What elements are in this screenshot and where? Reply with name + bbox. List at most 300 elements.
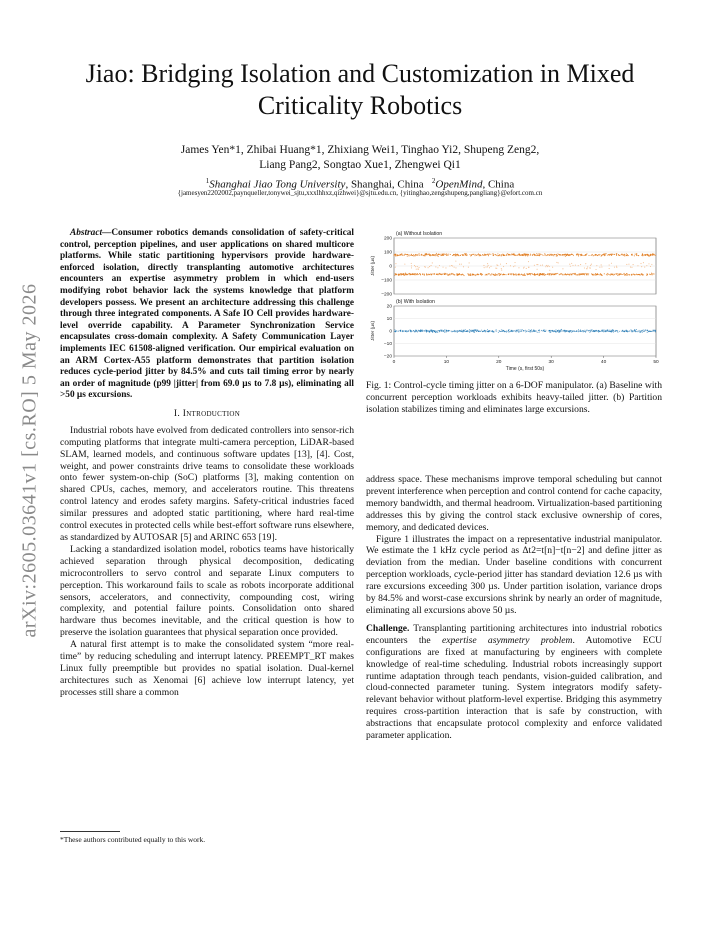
challenge-text-1: Transplanting partitioning architectures into industrial robotics encounters the [366,622,662,646]
data-point [487,274,488,275]
intro-paragraph-2: Lacking a standardized isolation model, robotics teams have historically achieved separation through physical decomposition, dedicating microcontrollers to servo control and separate Linux computers to perception. This workaround fails to scale as robots incorporate additional sensors, accelerators, and connectivity, compounding cost, wiring complexity, and potential failure points. Consolidation onto shared hardware thus becomes inevitable, and the critical question is how to preserve the isolation guarantees that physical separation once provided. [60,543,354,639]
challenge-paragraph [366,623,662,742]
data-point [509,331,510,332]
data-point [421,330,422,331]
data-point [505,331,506,332]
data-point [580,264,581,265]
data-point [478,253,479,254]
data-point [464,330,465,331]
data-point [483,331,484,332]
data-point [516,330,517,331]
data-point [463,331,464,332]
data-point [580,329,581,330]
data-point [440,329,441,330]
data-point [438,274,439,275]
data-point [645,329,646,330]
data-point [441,330,442,331]
data-point [565,274,566,275]
data-point [471,255,472,256]
data-point [483,265,484,266]
data-point [432,330,433,331]
data-point [570,330,571,331]
data-point [586,330,587,331]
data-point [394,254,395,255]
affiliation-2-location: , China [482,178,515,191]
data-point [417,255,418,256]
data-point [548,265,549,266]
data-point [617,275,618,276]
data-point [413,331,414,332]
data-point [412,274,413,275]
data-point [452,255,453,256]
affiliation-2: OpenMind [435,178,483,191]
data-point [598,332,599,333]
data-point [401,253,402,254]
data-point [604,273,605,274]
intro-paragraph-1: Industrial robots have evolved from dedicated controllers into sensor-rich computing platforms that integrate multi-camera perception, LiDAR-based SLAM, learned models, and continuous software updates [13], [4]. Cost, weight, and power constraints drive teams to consolidate these workloads onto fewer system-on-chip (SoC) platforms [3], making contention on shared CPUs, caches, memory, and accelerators routine. This threatens control latency and erodes safety margins. Safety-critical industries faced similar pressures and adopted static partitioning, where hard real-time control executes in protected cells while best-effort software runs elsewhere, as standardized by AUTOSAR [5] and ARINC 653 [19]. [60,424,354,543]
data-point [495,273,496,274]
data-point [591,264,592,265]
data-point [545,330,546,331]
data-point [650,331,651,332]
data-point [533,329,534,330]
data-point [489,254,490,255]
data-point [501,331,502,332]
data-point [595,275,596,276]
data-point [518,332,519,333]
data-point [420,329,421,330]
data-point [595,331,596,332]
data-point [445,331,446,332]
data-point [425,255,426,256]
data-point [610,254,611,255]
data-point [465,331,466,332]
data-point [446,331,447,332]
data-point [474,332,475,333]
data-point [566,330,567,331]
data-point [429,254,430,255]
data-point [557,330,558,331]
data-point [552,254,553,255]
data-point [525,275,526,276]
data-point [435,254,436,255]
data-point [419,253,420,254]
data-point [463,266,464,267]
data-point [496,331,497,332]
data-point [519,274,520,275]
data-point [531,329,532,330]
data-point [624,254,625,255]
data-point [422,274,423,275]
data-point [475,254,476,255]
data-point [488,274,489,275]
data-point [506,263,507,264]
data-point [444,274,445,275]
data-point [429,331,430,332]
data-point [472,330,473,331]
data-point [599,255,600,256]
data-point [407,274,408,275]
data-point [437,273,438,274]
data-point [550,332,551,333]
data-point [525,255,526,256]
data-point [457,254,458,255]
data-point [521,331,522,332]
data-point [470,330,471,331]
data-point [543,255,544,256]
data-point [429,266,430,267]
data-point [612,329,613,330]
data-point [553,331,554,332]
data-point [563,254,564,255]
data-point [583,330,584,331]
left-column [60,228,354,699]
data-point [415,255,416,256]
data-point [413,274,414,275]
data-point [537,269,538,270]
data-point [437,255,438,256]
data-point [518,331,519,332]
data-point [578,330,579,331]
data-point [455,331,456,332]
data-point [518,273,519,274]
data-point [636,274,637,275]
data-point [402,255,403,256]
data-point [470,275,471,276]
data-point [395,256,396,257]
data-point [586,273,587,274]
data-point [556,262,557,263]
data-point [614,254,615,255]
data-point [461,274,462,275]
data-point [545,254,546,255]
figure-caption [366,380,662,416]
data-point [638,255,639,256]
data-point [428,330,429,331]
data-point [567,330,568,331]
data-point [541,330,542,331]
data-point [560,330,561,331]
data-point [473,254,474,255]
figure-1 [366,226,662,416]
author-list [60,143,660,173]
data-point [578,255,579,256]
data-point [611,254,612,255]
data-point [494,254,495,255]
data-point [513,330,514,331]
data-point [478,274,479,275]
data-point [501,254,502,255]
data-point [441,274,442,275]
data-point [568,254,569,255]
data-point [469,332,470,333]
data-point [455,254,456,255]
data-point [653,273,654,274]
data-point [602,275,603,276]
affiliation-1-location: , Shanghai, China [345,178,424,191]
data-point [479,255,480,256]
data-point [599,254,600,255]
data-point [532,331,533,332]
data-point [518,267,519,268]
data-point [542,330,543,331]
data-point [482,254,483,255]
data-point [474,329,475,330]
data-point [457,332,458,333]
data-point [605,331,606,332]
data-point [533,330,534,331]
data-point [607,255,608,256]
data-point [619,331,620,332]
data-point [424,275,425,276]
data-point [426,331,427,332]
data-point [432,254,433,255]
data-point [446,330,447,331]
data-point [470,330,471,331]
data-point [599,267,600,268]
data-point [497,265,498,266]
data-point [643,330,644,331]
data-point [522,329,523,330]
data-point [426,274,427,275]
data-point [419,255,420,256]
data-point [523,330,524,331]
data-point [461,330,462,331]
data-point [482,331,483,332]
data-point [395,254,396,255]
data-point [421,254,422,255]
data-point [488,331,489,332]
data-point [514,265,515,266]
data-point [626,330,627,331]
data-point [577,274,578,275]
data-point [575,331,576,332]
data-point [609,331,610,332]
data-point [542,254,543,255]
data-point [549,254,550,255]
data-point [511,273,512,274]
data-point [547,273,548,274]
x-tick-label: 40 [600,360,607,365]
data-point [616,253,617,254]
data-point [453,254,454,255]
data-point [532,255,533,256]
data-point [491,331,492,332]
data-point [476,331,477,332]
data-point [477,329,478,330]
data-point [647,330,648,331]
data-point [649,331,650,332]
data-point [611,263,612,264]
data-point [569,331,570,332]
data-point [457,331,458,332]
data-point [594,274,595,275]
data-point [576,330,577,331]
data-point [480,255,481,256]
data-point [582,330,583,331]
data-point [492,330,493,331]
data-point [435,266,436,267]
data-point [613,332,614,333]
data-point [439,265,440,266]
data-point [626,331,627,332]
data-point [644,331,645,332]
data-point [513,331,514,332]
data-point [487,266,488,267]
data-point [504,331,505,332]
y-tick-label: −10 [383,342,392,348]
data-point [450,254,451,255]
data-point [476,255,477,256]
data-point [408,254,409,255]
data-point [562,275,563,276]
data-point [572,330,573,331]
data-point [585,263,586,264]
data-point [459,330,460,331]
data-point [400,254,401,255]
data-point [514,262,515,263]
data-point [454,330,455,331]
data-point [395,331,396,332]
data-point [556,273,557,274]
data-point [516,275,517,276]
data-point [490,254,491,255]
data-point [498,273,499,274]
data-point [600,274,601,275]
data-point [436,254,437,255]
data-point [597,274,598,275]
data-point [528,273,529,274]
data-point [649,274,650,275]
data-point [474,255,475,256]
data-point [627,254,628,255]
data-point [586,268,587,269]
data-point [651,331,652,332]
data-point [571,254,572,255]
data-point [569,274,570,275]
right-column [366,474,662,742]
data-point [536,274,537,275]
data-point [461,254,462,255]
data-point [556,254,557,255]
data-point [553,274,554,275]
data-point [480,273,481,274]
data-point [445,267,446,268]
data-point [515,331,516,332]
data-point [626,264,627,265]
data-point [572,254,573,255]
data-point [466,330,467,331]
data-point [524,254,525,255]
data-point [538,274,539,275]
data-point [481,275,482,276]
data-point [447,255,448,256]
data-point [499,273,500,274]
data-point [407,330,408,331]
data-point [614,267,615,268]
data-point [445,332,446,333]
data-point [578,329,579,330]
data-point [525,332,526,333]
abstract-label: Abstract [70,228,103,238]
data-point [396,274,397,275]
data-point [487,263,488,264]
data-point [489,273,490,274]
data-point [448,330,449,331]
data-point [517,254,518,255]
data-point [616,267,617,268]
data-point [498,332,499,333]
data-point [655,255,656,256]
data-point [642,254,643,255]
data-point [508,330,509,331]
data-point [617,332,618,333]
data-point [401,274,402,275]
data-point [475,274,476,275]
data-point [635,331,636,332]
x-tick-label: 10 [443,360,450,365]
data-point [582,331,583,332]
data-point [556,329,557,330]
data-point [580,331,581,332]
data-point [655,330,656,331]
data-point [449,265,450,266]
y-axis-label: Jitter (µs) [371,255,376,277]
data-point [506,332,507,333]
data-point [590,268,591,269]
data-point [549,332,550,333]
data-point [587,329,588,330]
footnote-rule [60,831,120,832]
data-point [510,273,511,274]
data-point [467,273,468,274]
data-point [504,274,505,275]
data-point [434,255,435,256]
figure-caption-text: Control-cycle timing jitter on a 6-DOF manipulator. (a) Baseline with concurrent perception workloads exhibits heavy-tailed jitter. (b) Partition isolation stabilizes timing and eliminates large excursions. [366,380,662,415]
data-point [487,329,488,330]
data-point [510,331,511,332]
data-point [625,274,626,275]
data-point [567,274,568,275]
data-point [514,330,515,331]
data-point [605,253,606,254]
data-point [555,331,556,332]
data-point [502,331,503,332]
data-point [639,274,640,275]
data-point [454,267,455,268]
data-point [562,254,563,255]
data-point [525,330,526,331]
challenge-label: Challenge. [366,622,410,634]
data-point [622,331,623,332]
data-point [610,273,611,274]
data-point [640,332,641,333]
data-point [395,329,396,330]
data-point [395,267,396,268]
data-point [526,273,527,274]
data-point [463,254,464,255]
data-point [419,330,420,331]
data-point [572,265,573,266]
data-point [452,265,453,266]
data-point [413,254,414,255]
data-point [475,330,476,331]
y-tick-label: 0 [389,264,392,270]
data-point [648,263,649,264]
data-point [411,254,412,255]
data-point [537,255,538,256]
data-point [476,274,477,275]
